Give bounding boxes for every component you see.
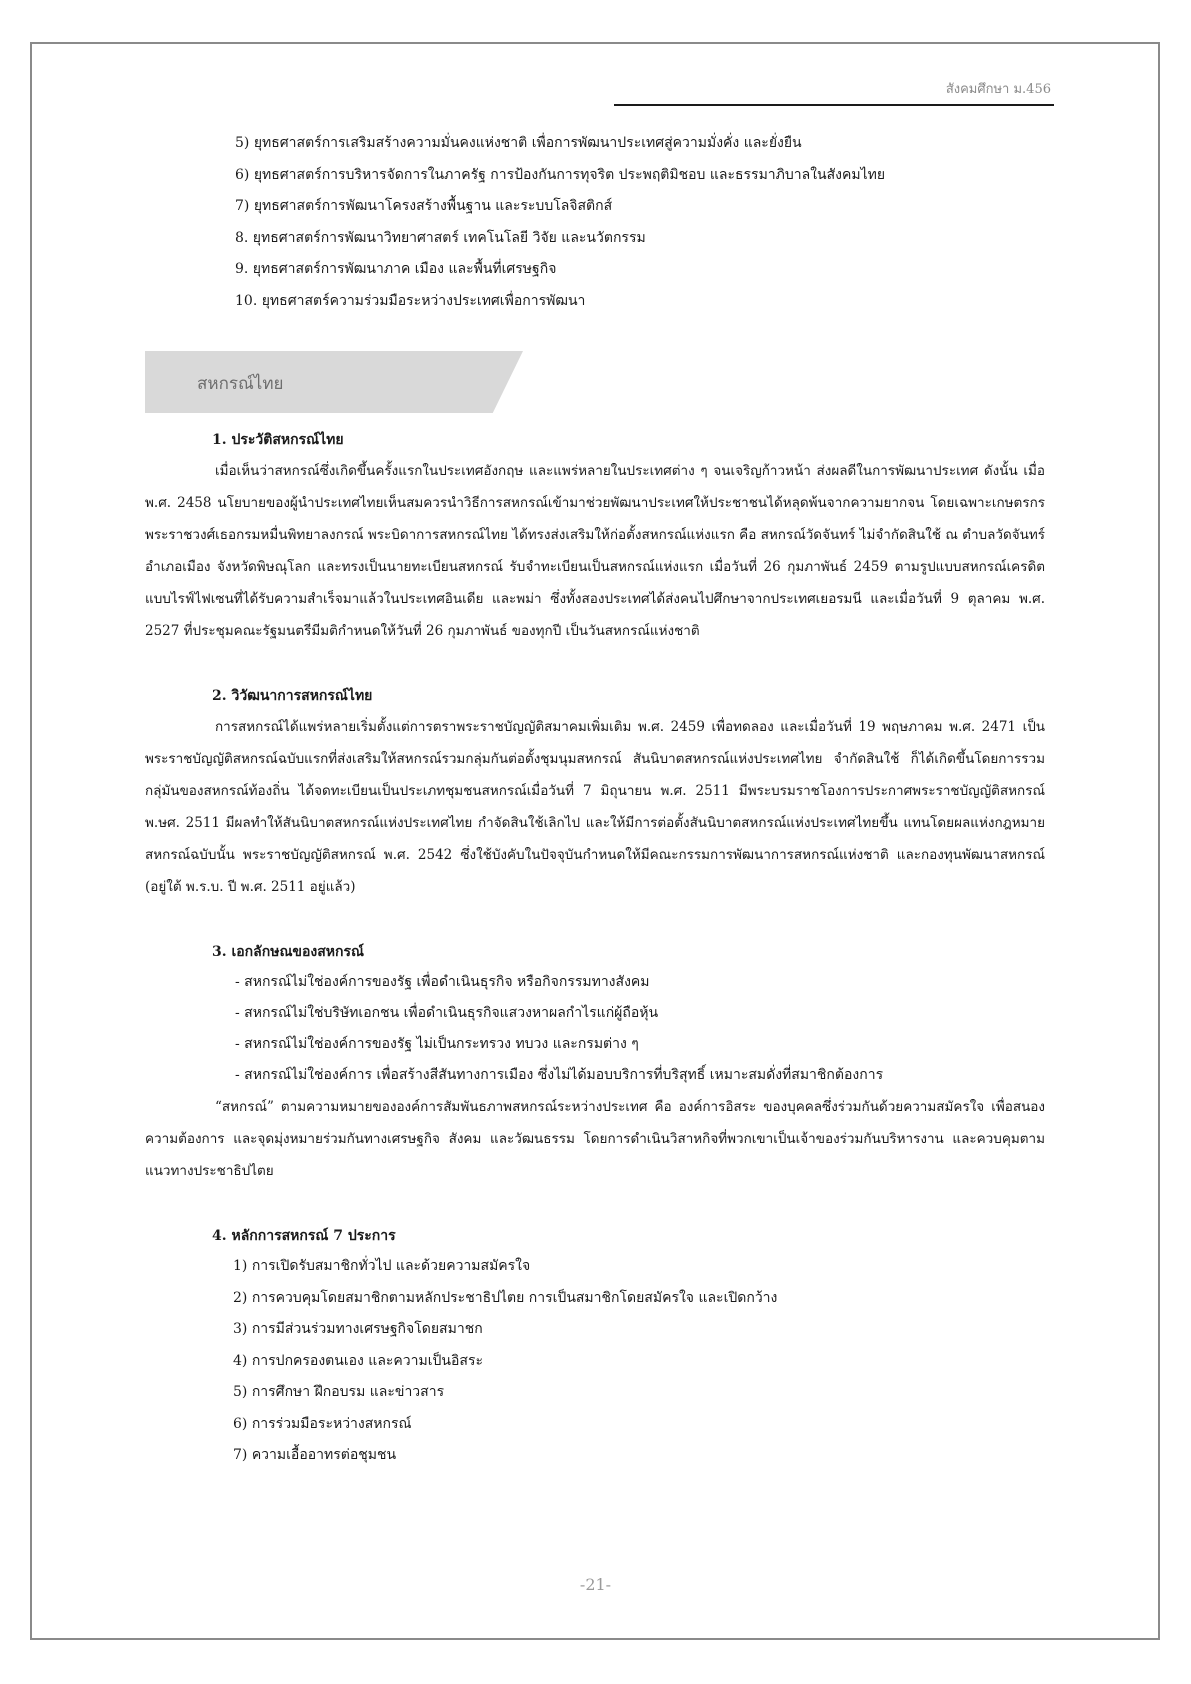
list-item: 6) ยุทธศาสตร์การบริหารจัดการในภาครัฐ การป้องกันการทุจริต ประพฤติมิชอบ และธรรมาภิบาลในสังคมไทย	[235, 166, 886, 183]
running-header: สังคมศึกษา ม.456	[945, 82, 1051, 97]
section-banner	[145, 351, 523, 413]
list-item: 7) ความเอื้ออาทรต่อชุมชน	[233, 1447, 397, 1463]
paragraph-definition: “สหกรณ์” ตามความหมายขององค์การสัมพันธภาพสหกรณ์ระหว่างประเทศ คือ องค์การอิสระ ของบุคคลซึ่งร่วมกันด้วยความสมัครใจ เพื่อสนองความต้องการ และจุดมุ่งหมายร่วมกันทางเศรษฐกิจ สังคม และวัฒนธรรม โดยการดำเนินวิสาหกิจที่พวกเขาเป็นเจ้าของร่วมกันบริหารงาน และควบคุมตามแนวทางประชาธิปไตย	[145, 1099, 1045, 1179]
paragraph-history: เมื่อเห็นว่าสหกรณ์ซึ่งเกิดขึ้นครั้งแรกในประเทศอังกฤษ และแพร่หลายในประเทศต่าง ๆ จนเจริญก้าวหน้า ส่งผลดีในการพัฒนาประเทศ ดังนั้น เมื่อ พ.ศ. 2458 นโยบายของผู้นำประเทศไทยเห็นสมควรนำวิธีการสหกรณ์เข้ามาช่วยพัฒนาประเทศให้ประชาชนได้หลุดพ้นจากความยากจน โดยเฉพาะเกษตรกร พระราชวงศ์เธอกรมหมื่นพิทยาลงกรณ์ พระบิดาการสหกรณ์ไทย ได้ทรงส่งเสริมให้ก่อตั้งสหกรณ์แห่งแรก คือ สหกรณ์วัดจันทร์ ไม่จำกัดสินใช้ ณ ตำบลวัดจันทร์ อำเภอเมือง จังหวัดพิษณุโลก และทรงเป็นนายทะเบียนสหกรณ์ รับจำทะเบียนเป็นสหกรณ์แห่งแรก เมื่อวันที่ 26 กุมภาพันธ์ 2459 ตามรูปแบบสหกรณ์เครดิตแบบไรฟ์ไฟเซนที่ได้รับความสำเร็จมาแล้วในประเทศอินเดีย และพม่า ซึ่งทั้งสองประเทศได้ส่งคนไปศึกษาจากประเทศเยอรมนี และเมื่อวันที่ 9 ตุลาคม พ.ศ. 2527 ที่ประชุมคณะรัฐมนตรีมีมติกำหนดให้วันที่ 26 กุมภาพันธ์ ของทุกปี เป็นวันสหกรณ์แห่งชาติ	[145, 463, 1045, 639]
list-item: 9. ยุทธศาสตร์การพัฒนาภาค เมือง และพื้นที่เศรษฐกิจ	[235, 261, 557, 277]
heading-principles: 4. หลักการสหกรณ์ 7 ประการ	[212, 1228, 396, 1244]
list-item: 10. ยุทธศาสตร์ความร่วมมือระหว่างประเทศเพื่อการพัฒนา	[235, 292, 586, 309]
list-item: 5) การศึกษา ฝึกอบรม และข่าวสาร	[233, 1384, 445, 1400]
page-number: -21-	[579, 1575, 612, 1594]
list-item: 4) การปกครองตนเอง และความเป็นอิสระ	[233, 1352, 483, 1369]
heading-identity: 3. เอกลักษณของสหกรณ์	[212, 944, 365, 960]
heading-evolution: 2. วิวัฒนาการสหกรณ์ไทย	[212, 688, 373, 704]
strategy-list	[145, 128, 1045, 317]
list-item: 3) การมีส่วนร่วมทางเศรษฐกิจโดยสมาชก	[233, 1321, 483, 1337]
list-item: 2) การควบคุมโดยสมาชิกตามหลักประชาธิปไตย การเป็นสมาชิกโดยสมัครใจ และเปิดกว้าง	[233, 1289, 778, 1306]
list-item: - สหกรณ์ไม่ใช่องค์การ เพื่อสร้างสีสันทางการเมือง ซึ่งไม่ได้มอบบริการที่บริสุทธิ์ เหมาะสมดั่งที่สมาชิกต้องการ	[235, 1067, 884, 1083]
section-title: สหกรณ์ไทย	[197, 374, 284, 394]
list-item: - สหกรณ์ไม่ใช่บริษัทเอกชน เพื่อดำเนินธุรกิจแสวงหาผลกำไรแก่ผู้ถือหุ้น	[235, 1005, 659, 1021]
list-item: 6) การร่วมมือระหว่างสหกรณ์	[233, 1415, 412, 1432]
list-item: 1) การเปิดรับสมาชิกทั่วไป และด้วยความสมัครใจ	[233, 1258, 531, 1274]
list-item: 7) ยุทธศาสตร์การพัฒนาโครงสร้างพื้นฐาน และระบบโลจิสติกส์	[235, 198, 613, 214]
list-item: - สหกรณ์ไม่ใช่องค์การของรัฐ เพื่อดำเนินธุรกิจ หรือกิจกรรมทางสังคม	[235, 974, 650, 990]
paragraph-evolution: การสหกรณ์ได้แพร่หลายเริ่มตั้งแต่การตราพระราชบัญญัติสมาคมเพิ่มเติม พ.ศ. 2459 เพื่อทดลอง และเมื่อวันที่ 19 พฤษภาคม พ.ศ. 2471 เป็นพระราชบัญญัติสหกรณ์ฉบับแรกที่ส่งเสริมให้สหกรณ์รวมกลุ่มกันต่อตั้งชุมนุมสหกรณ์ สันนิบาตสหกรณ์แห่งประเทศไทย จำกัดสินใช้ ก็ได้เกิดขึ้นโดยการรวมกลุ่มันของสหกรณ์ท้องถิ่น ได้จดทะเบียนเป็นประเภทชุมชนสหกรณ์เมื่อวันที่ 7 มิถุนายน พ.ศ. 2511 มีพระบรมราชโองการประกาศพระราชบัญญัติสหกรณ์ พ.ษศ. 2511 มีผลทำให้สันนิบาตสหกรณ์แห่งประเทศไทย กำจัดสินใช้เลิกไป และให้มีการต่อตั้งสันนิบาตสหกรณ์แห่งประเทศไทยขึ้น แทนโดยผลแห่งกฎหมายสหกรณ์ฉบับนั้น พระราชบัญญัติสหกรณ์ พ.ศ. 2542 ซึ่งใช้บังคับในปัจจุบันกำหนดให้มีคณะกรรมการพัฒนาการสหกรณ์แห่งชาติ และกองทุนพัฒนาสหกรณ์ (อยู่ใต้ พ.ร.บ. ปี พ.ศ. 2511 อยู่แล้ว)	[145, 719, 1045, 895]
header-rule	[614, 104, 1054, 106]
list-item: 8. ยุทธศาสตร์การพัฒนาวิทยาศาสตร์ เทคโนโลยี วิจัย และนวัตกรรม	[235, 229, 646, 246]
page-content	[145, 128, 1045, 1472]
heading-history: 1. ประวัติสหกรณ์ไทย	[212, 432, 344, 448]
list-item: - สหกรณ์ไม่ใช่องค์การของรัฐ ไม่เป็นกระทรวง ทบวง และกรมต่าง ๆ	[235, 1036, 639, 1052]
list-item: 5) ยุทธศาสตร์การเสริมสร้างความมั่นคงแห่งชาติ เพื่อการพัฒนาประเทศสู่ความมั่งคั่ง และยั่งยืน	[235, 135, 802, 151]
